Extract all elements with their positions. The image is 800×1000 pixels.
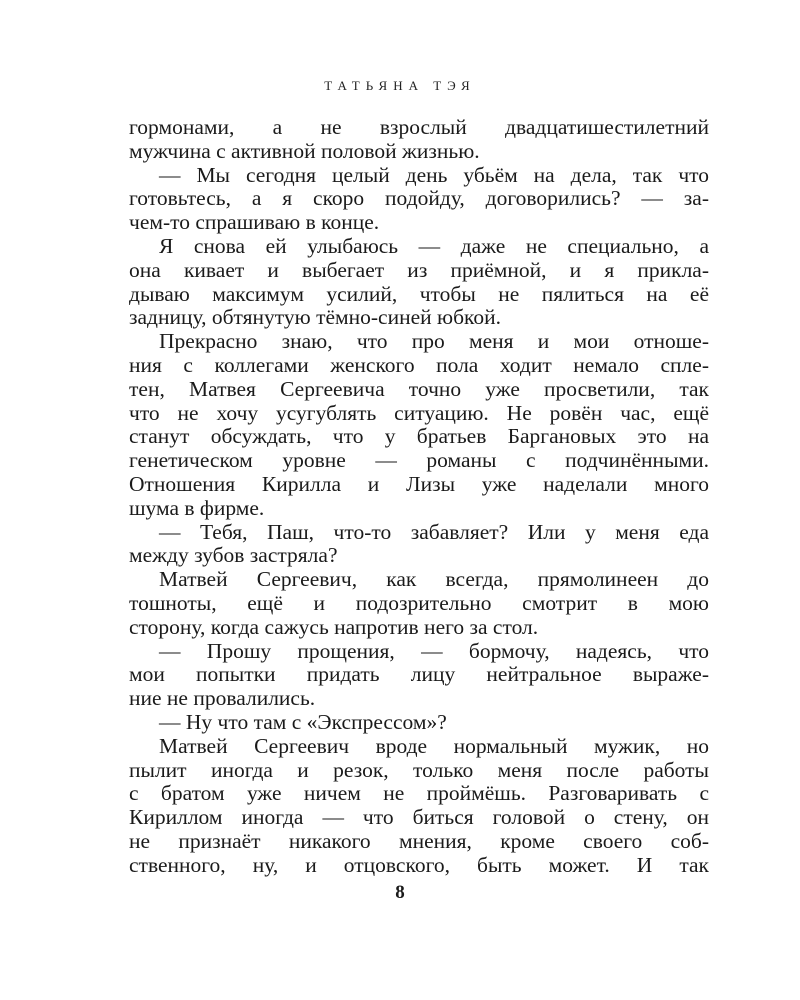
text-line: она кивает и выбегает из приёмной, и я прикла-: [129, 257, 709, 282]
text-line: что не хочу усугублять ситуацию. Не ровён час, ещё: [129, 400, 709, 425]
text-line: пылит иногда и резок, только меня после работы: [129, 757, 709, 782]
text-line: не признаёт никакого мнения, кроме своего соб-: [129, 828, 709, 853]
text-line: — Мы сегодня целый день убьём на дела, так что: [159, 162, 709, 187]
text-line: чем-то спрашиваю в конце.: [129, 210, 380, 235]
text-line: дываю максимум усилий, чтобы не пялиться на её: [129, 281, 709, 306]
text-line: тен, Матвея Сергеевича точно уже просветили, так: [129, 376, 709, 401]
text-line: ния с коллегами женского пола ходит немало спле-: [129, 352, 709, 377]
page-number: 8: [395, 882, 405, 903]
text-line: ние не провалились.: [129, 686, 316, 711]
text-line: тошноты, ещё и подозрительно смотрит в мою: [129, 590, 709, 615]
text-block: [129, 116, 709, 878]
text-line: готовьтесь, а я скоро подойду, договорились? — за-: [129, 186, 709, 211]
text-line: Кириллом иногда — что биться головой о стену, он: [129, 805, 709, 830]
text-line: между зубов застряла?: [129, 543, 338, 568]
text-line: сторону, когда сажусь напротив него за стол.: [129, 614, 539, 639]
text-line: — Прошу прощения, — бормочу, надеясь, что: [159, 638, 709, 663]
text-line: шума в фирме.: [129, 495, 265, 520]
text-line: Матвей Сергеевич, как всегда, прямолинеен до: [159, 567, 709, 592]
text-line: — Тебя, Паш, что-то забавляет? Или у меня еда: [159, 519, 709, 544]
text-line: — Ну что там с «Экспрессом»?: [159, 709, 447, 734]
text-line: мои попытки придать лицу нейтральное выраже-: [129, 662, 709, 687]
running-head: ТАТЬЯНА ТЭЯ: [324, 78, 476, 93]
text-line: Я снова ей улыбаюсь — даже не специально, а: [159, 233, 709, 258]
text-line: мужчина с активной половой жизнью.: [129, 138, 480, 163]
text-line: Матвей Сергеевич вроде нормальный мужик, но: [159, 733, 709, 758]
text-line: гормонами, а не взрослый двадцатишестилетний: [129, 115, 709, 139]
text-line: Отношения Кирилла и Лизы уже наделали много: [129, 471, 709, 496]
text-line: ственного, ну, и отцовского, быть может. И так: [129, 852, 709, 877]
text-line: с братом уже ничем не проймёшь. Разговаривать с: [129, 781, 709, 806]
text-line: Прекрасно знаю, что про меня и мои отноше-: [159, 329, 709, 354]
text-line: задницу, обтянутую тёмно-синей юбкой.: [129, 305, 502, 330]
text-line: генетическом уровне — романы с подчинёнными.: [129, 448, 709, 473]
text-line: станут обсуждать, что у братьев Баргановых это на: [129, 424, 709, 449]
